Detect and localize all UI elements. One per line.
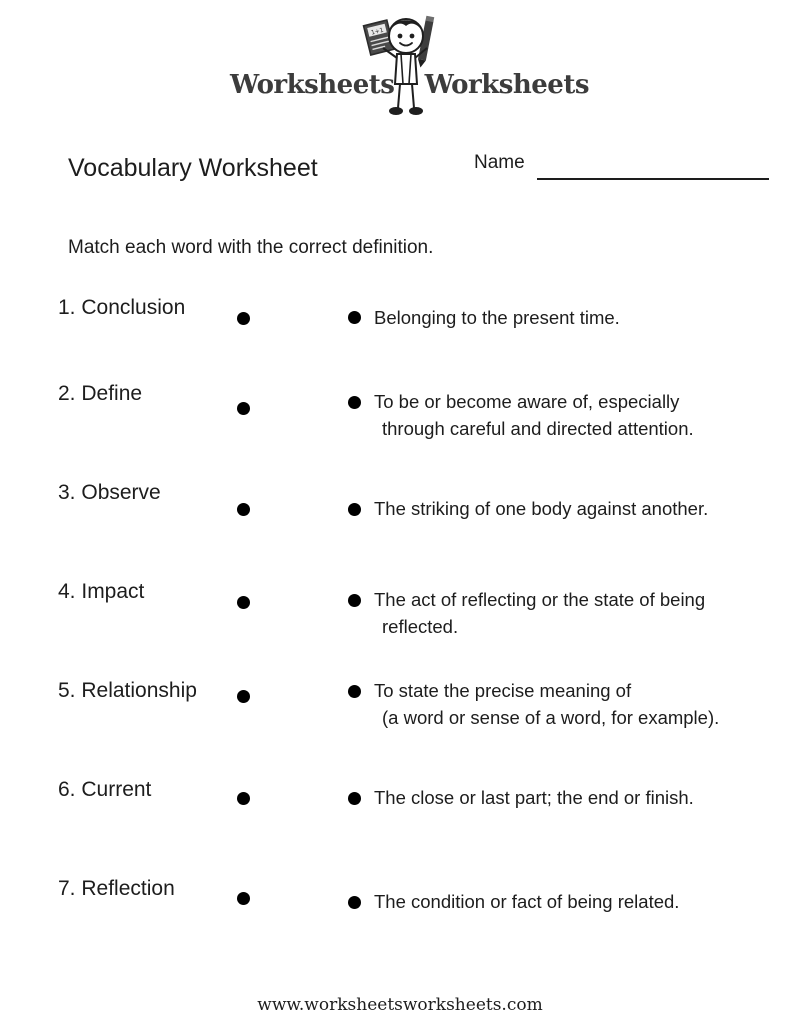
logo-word-right: Worksheets — [424, 70, 589, 100]
word-item-2 — [58, 382, 142, 406]
definition-line-7a: The condition or fact of being related. — [374, 891, 680, 912]
word-label-1: Conclusion — [81, 296, 186, 319]
name-input-line[interactable] — [537, 178, 769, 180]
match-dot-left-6[interactable] — [237, 792, 250, 805]
match-dot-left-1[interactable] — [237, 312, 250, 325]
definition-line-5b: (a word or sense of a word, for example). — [382, 707, 720, 728]
match-dot-left-2[interactable] — [237, 402, 250, 415]
word-label-2: Define — [81, 382, 143, 405]
word-number-1: 1. — [58, 296, 76, 319]
word-label-4: Impact — [81, 580, 145, 603]
word-item-4 — [58, 580, 144, 604]
definition-line-4b: reflected. — [382, 616, 459, 637]
site-logo — [0, 8, 800, 123]
word-label-5: Relationship — [81, 679, 197, 702]
word-number-2: 2. — [58, 382, 76, 405]
match-dot-left-3[interactable] — [237, 503, 250, 516]
match-dot-right-4[interactable] — [348, 594, 361, 607]
word-item-5 — [58, 679, 197, 703]
match-dot-right-7[interactable] — [348, 896, 361, 909]
match-dot-left-4[interactable] — [237, 596, 250, 609]
word-item-6 — [58, 778, 151, 802]
definition-line-1a: Belonging to the present time. — [374, 307, 620, 328]
word-label-3: Observe — [81, 481, 161, 504]
page-title: Vocabulary Worksheet — [68, 154, 318, 182]
definition-item-6 — [374, 784, 786, 811]
svg-text:1+1: 1+1 — [370, 26, 385, 37]
match-dot-right-6[interactable] — [348, 792, 361, 805]
word-number-5: 5. — [58, 679, 76, 702]
match-dot-right-1[interactable] — [348, 311, 361, 324]
definition-item-5 — [374, 677, 786, 731]
definition-item-1 — [374, 304, 786, 331]
definition-item-3 — [374, 495, 786, 522]
word-number-4: 4. — [58, 580, 76, 603]
kid-with-book-and-pencil-icon — [361, 8, 451, 123]
name-label: Name — [474, 152, 525, 173]
instructions-text: Match each word with the correct definition. — [68, 237, 434, 258]
definition-line-6a: The close or last part; the end or finish. — [374, 787, 694, 808]
word-item-7 — [58, 877, 175, 901]
word-label-7: Reflection — [81, 877, 175, 900]
footer-url: www.worksheetsworksheets.com — [257, 995, 543, 1015]
definition-line-3a: The striking of one body against another. — [374, 498, 709, 519]
match-dot-right-3[interactable] — [348, 503, 361, 516]
definition-item-2 — [374, 388, 786, 442]
word-item-3 — [58, 481, 161, 505]
match-dot-right-5[interactable] — [348, 685, 361, 698]
word-number-6: 6. — [58, 778, 76, 801]
match-dot-right-2[interactable] — [348, 396, 361, 409]
definition-line-5a: To state the precise meaning of — [374, 680, 632, 701]
word-label-6: Current — [81, 778, 152, 801]
definition-line-2b: through careful and directed attention. — [382, 418, 694, 439]
word-item-1 — [58, 296, 185, 320]
definition-line-4a: The act of reflecting or the state of being — [374, 589, 706, 610]
definition-line-2a: To be or become aware of, especially — [374, 391, 680, 412]
definition-item-4 — [374, 586, 786, 640]
definition-item-7 — [374, 888, 786, 915]
word-number-7: 7. — [58, 877, 76, 900]
logo-word-left: Worksheets — [230, 70, 395, 100]
match-dot-left-5[interactable] — [237, 690, 250, 703]
word-number-3: 3. — [58, 481, 76, 504]
match-dot-left-7[interactable] — [237, 892, 250, 905]
